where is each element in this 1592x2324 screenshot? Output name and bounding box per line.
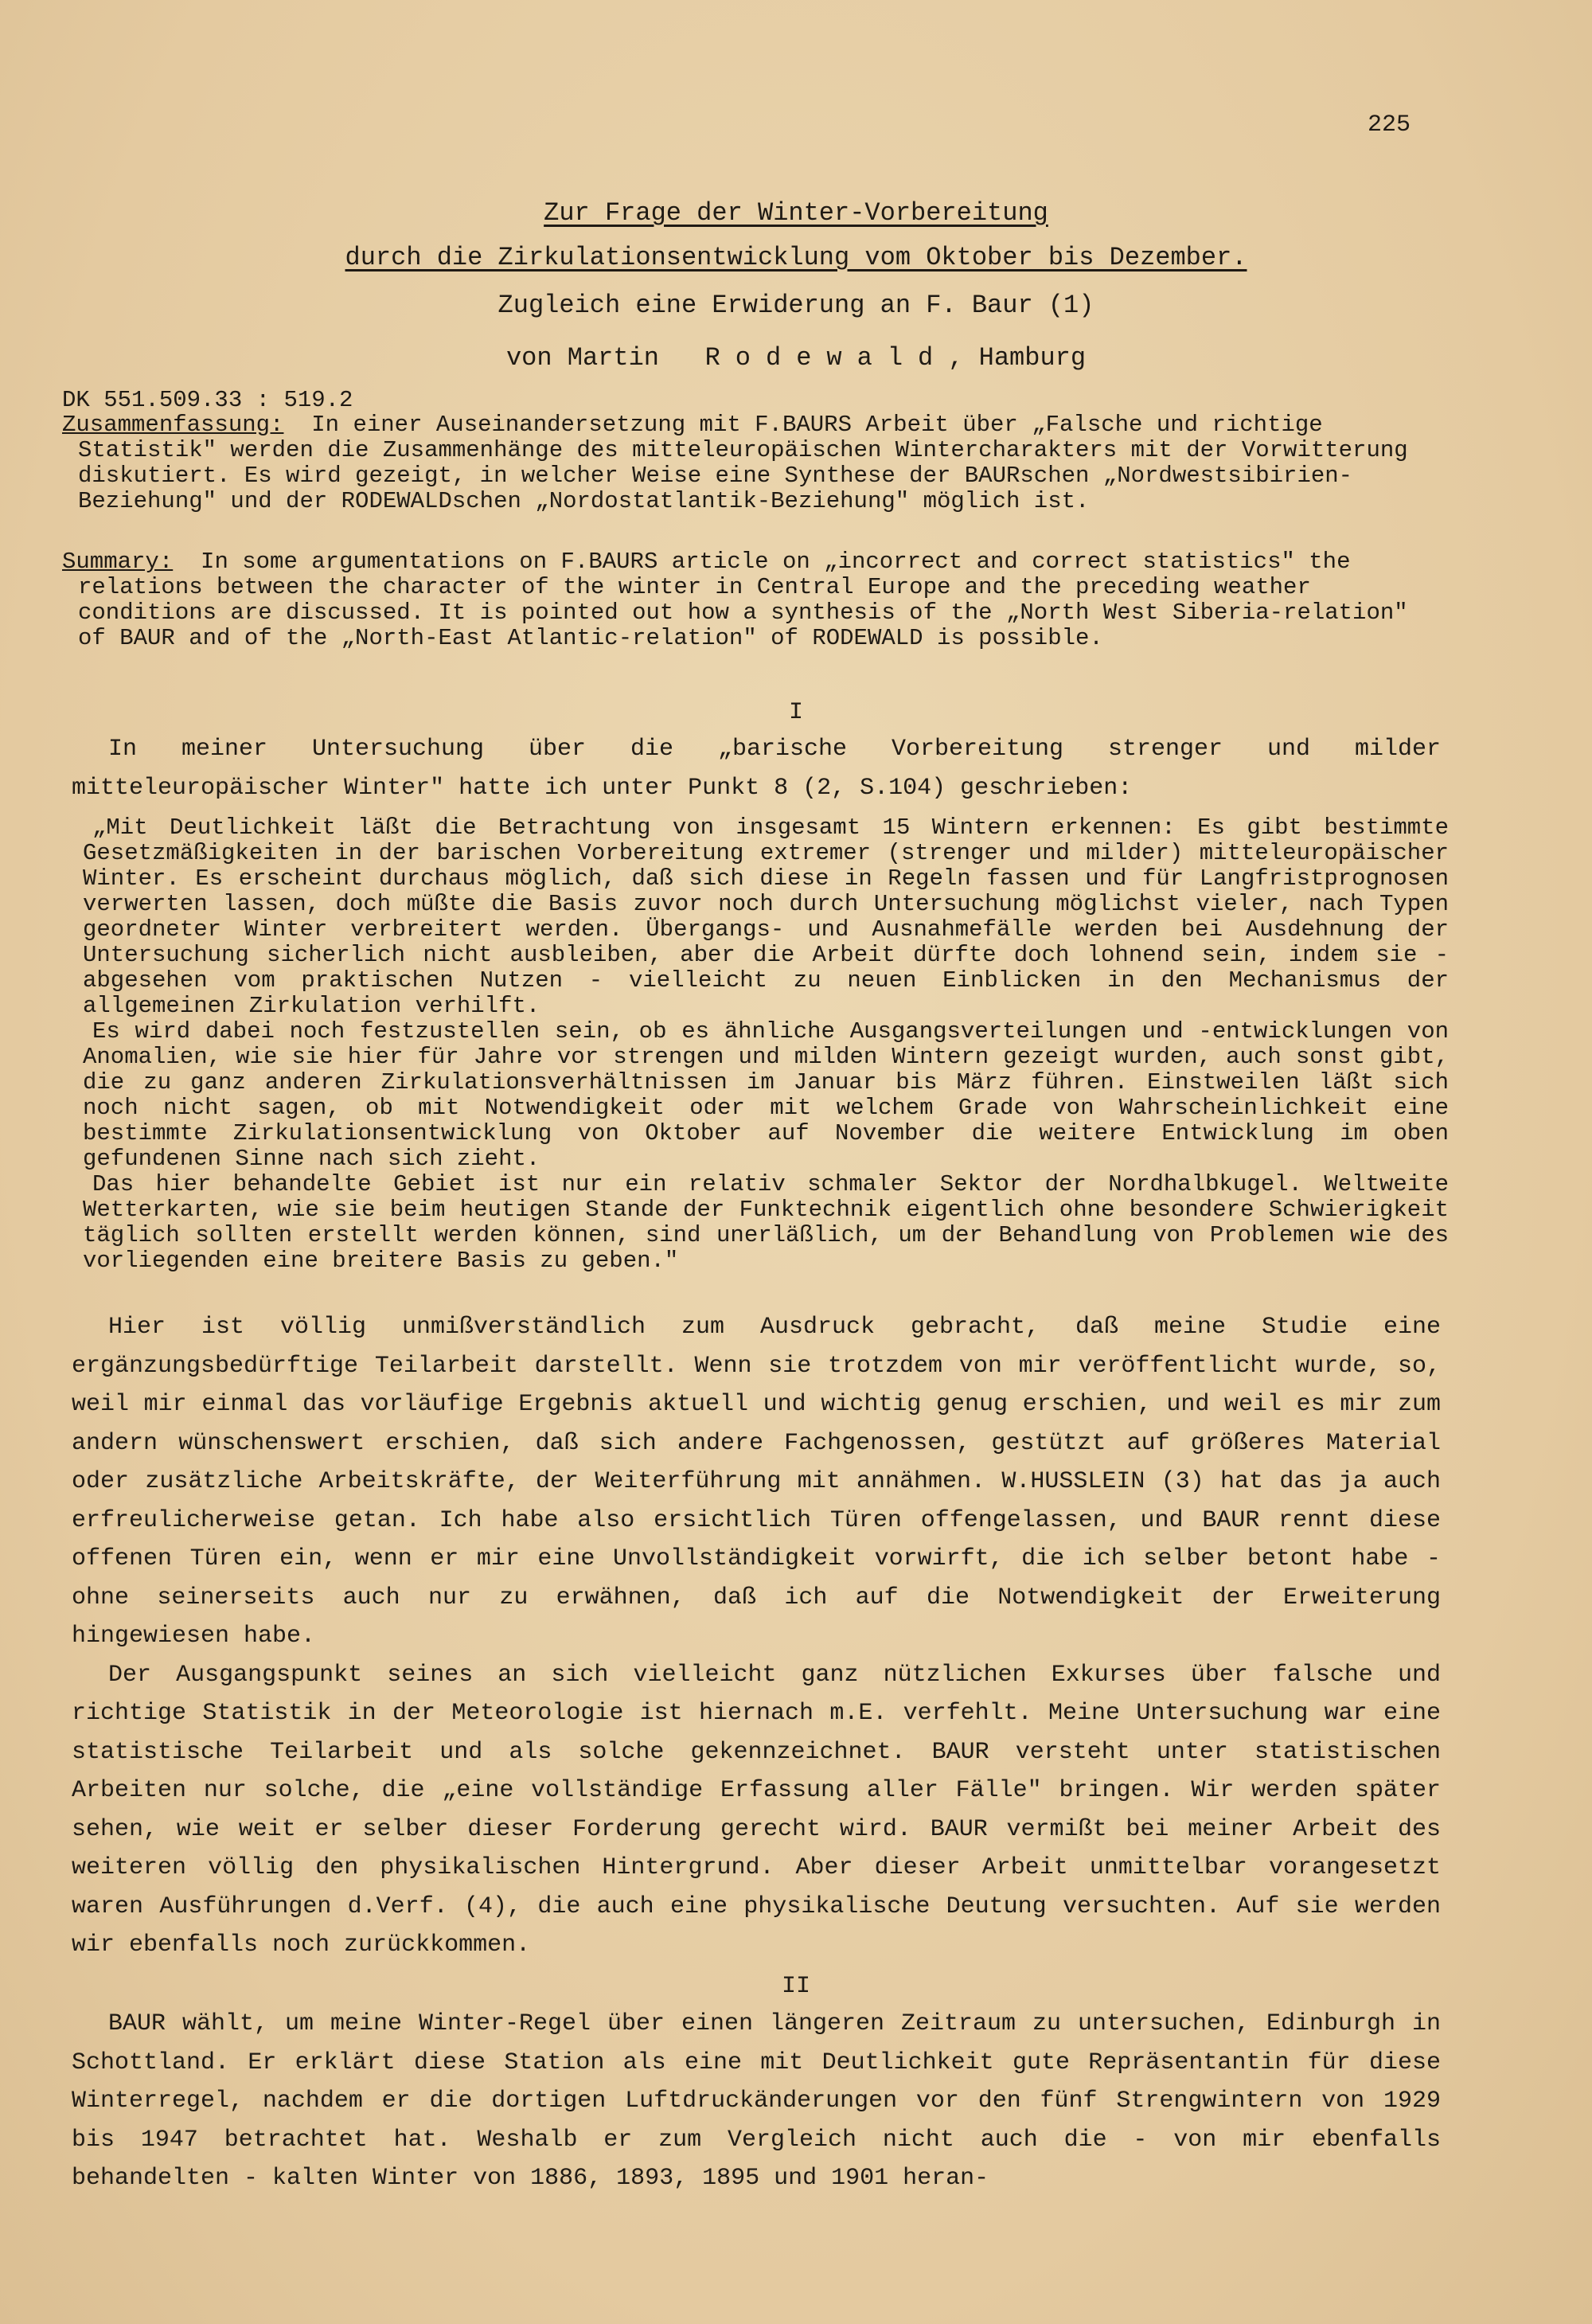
author-prefix: von Martin: [505, 343, 659, 373]
quote-paragraph-1: „Mit Deutlichkeit läßt die Betrachtung von insgesamt 15 Wintern erkennen: Es gibt bestimmte Gesetzmäßigkeiten in der barischen Vorbereitung extremer (strenger und milder) mitteleuropäischer Winter. Es erscheint durchaus möglich, daß sich diese in Regeln fassen und für Langfristprognosen verwerten lassen, doch müßte die Basis zuvor noch durch Untersuchung möglichst vieler, nach Typen geordneter Winter verbreitert werden. Übergangs- und Ausnahmefälle werden bei Ausdehnung der Untersuchung sicherlich nicht ausbleiben, aber die Arbeit dürfte doch lohnend sein, indem sie - abgesehen vom praktischen Nutzen - vielleicht zu neuen Einblicken in den Mechanismus der allgemeinen Zirkulation verhilft.: [83, 814, 1449, 1019]
quote-paragraph-3: Das hier behandelte Gebiet ist nur ein relativ schmaler Sektor der Nordhalbkugel. Weltweite Wetterkarten, wie sie beim heutigen Stande der Funktechnik eigentlich ohne besondere Schwierigkeit täglich sollten erstellt werden können, sind unerläßlich, um der Behandlung von Problemen wie des vorliegenden eine breitere Basis zu geben.": [83, 1171, 1449, 1274]
quote-paragraph-2: Es wird dabei noch festzustellen sein, ob es ähnliche Ausgangsverteilungen und -entwicklungen von Anomalien, wie sie hier für Jahre vor strengen und milden Wintern gezeigt wurden, auch sonst gibt, die zu ganz anderen Zirkulationsverhältnissen im Januar bis März führen. Einstweilen läßt sich noch nicht sagen, ob mit Notwendigkeit oder mit welchem Grade von Wahrscheinlichkeit eine bestimmte Zirkulationsentwicklung von Oktober auf November die weitere Entwicklung im oben gefundenen Sinne nach sich zieht.: [83, 1018, 1449, 1172]
author-suffix: , Hamburg: [948, 343, 1087, 373]
section1-body: [72, 1308, 1441, 1965]
abstract-german: [62, 412, 1431, 514]
abstract-german-text: In einer Auseinandersetzung mit F.BAURS Arbeit über „Falsche und richtige Statistik" werden die Zusammenhänge des mitteleuropäischen Wintercharakters mit der Vorwitterung diskutiert. Es wird gezeigt, in welcher Weise eine Synthese der BAURschen „Nordwestsibirien-Beziehung" und der RODEWALDschen „Nordostatlantik-Beziehung" möglich ist.: [78, 412, 1408, 514]
section-numeral-2: II: [781, 1973, 810, 2000]
title-block: [0, 191, 1592, 381]
section1-paragraph-1: Hier ist völlig unmißverständlich zum Ausdruck gebracht, daß meine Studie eine ergänzungsbedürftige Teilarbeit darstellt. Wenn sie trotzdem von mir veröffentlicht wurde, so, weil mir einmal das vorläufige Ergebnis aktuell und wichtig genug erschien, und weil es mir zum andern wünschenswert erschien, daß sich andere Fachgenossen, gestützt auf größeres Material oder zusätzliche Arbeitskräfte, der Weiterführung mit annähmen. W.HUSSLEIN (3) hat das ja auch erfreulicherweise getan. Ich habe also ersichtlich Türen offengelassen, und BAUR rennt diese offenen Türen ein, wenn er mir eine Unvollständigkeit vorwirft, die ich selber betont habe - ohne seinerseits auch nur zu erwähnen, daß ich auf die Notwendigkeit der Erweiterung hingewiesen habe.: [72, 1314, 1441, 1650]
section2-paragraph-1: BAUR wählt, um meine Winter-Regel über einen längeren Zeitraum zu untersuchen, Edinburgh in Schottland. Er erklärt diese Station als eine mit Deutlichkeit gute Repräsentantin für diese Winterregel, nachdem er die dortigen Luftdruckänderungen vor den fünf Strengwintern von 1929 bis 1947 betrachtet hat. Weshalb er zum Vergleich nicht auch die - von mir ebenfalls behandelten - kalten Winter von 1886, 1893, 1895 und 1901 heran-: [72, 2010, 1441, 2192]
page-number: 225: [1368, 111, 1411, 139]
abstract-german-label: Zusammenfassung:: [62, 412, 284, 438]
abstract-english-text: In some argumentations on F.BAURS article on „incorrect and correct statistics" the relations between the character of the winter in Central Europe and the preceding weather conditions are discussed. It is pointed out how a synthesis of the „North West Siberia-relation" of BAUR and of the „North-East Atlantic-relation" of RODEWALD is possible.: [78, 549, 1408, 651]
title-line-2: durch die Zirkulationsentwicklung vom Oktober bis Dezember.: [345, 243, 1247, 272]
section-numeral-1: I: [788, 699, 803, 726]
subtitle: Zugleich eine Erwiderung an F. Baur (1): [498, 291, 1094, 320]
block-quote: [83, 815, 1449, 1274]
dk-classification: DK 551.509.33 : 519.2: [62, 387, 353, 413]
author-name: Rodewald: [704, 343, 949, 373]
section1-intro: [72, 730, 1441, 807]
abstract-english: [62, 549, 1431, 651]
section2-body: [72, 2005, 1441, 2198]
section1-paragraph-2: Der Ausgangspunkt seines an sich vielleicht ganz nützlichen Exkurses über falsche und richtige Statistik in der Meteorologie ist hiernach m.E. verfehlt. Meine Untersuchung war eine statistische Teilarbeit und als solche gekennzeichnet. BAUR versteht unter statistischen Arbeiten nur solche, die „eine vollständige Erfassung aller Fälle" bringen. Wir werden später sehen, wie weit er selber dieser Forderung gerecht wird. BAUR vermißt bei meiner Arbeit des weiteren völlig den physikalischen Hintergrund. Aber dieser Arbeit unmittelbar vorangesetzt waren Ausführungen d.Verf. (4), die auch eine physikalische Deutung versuchten. Auf sie werden wir ebenfalls noch zurückkommen.: [72, 1661, 1441, 1959]
title-line-1: Zur Frage der Winter-Vorbereitung: [544, 198, 1048, 228]
abstract-english-label: Summary:: [62, 549, 174, 575]
section1-intro-text: In meiner Untersuchung über die „barische Vorbereitung strenger und milder mitteleuropäischer Winter" hatte ich unter Punkt 8 (2, S.104) geschrieben:: [72, 736, 1441, 802]
author-line: [0, 336, 1592, 381]
